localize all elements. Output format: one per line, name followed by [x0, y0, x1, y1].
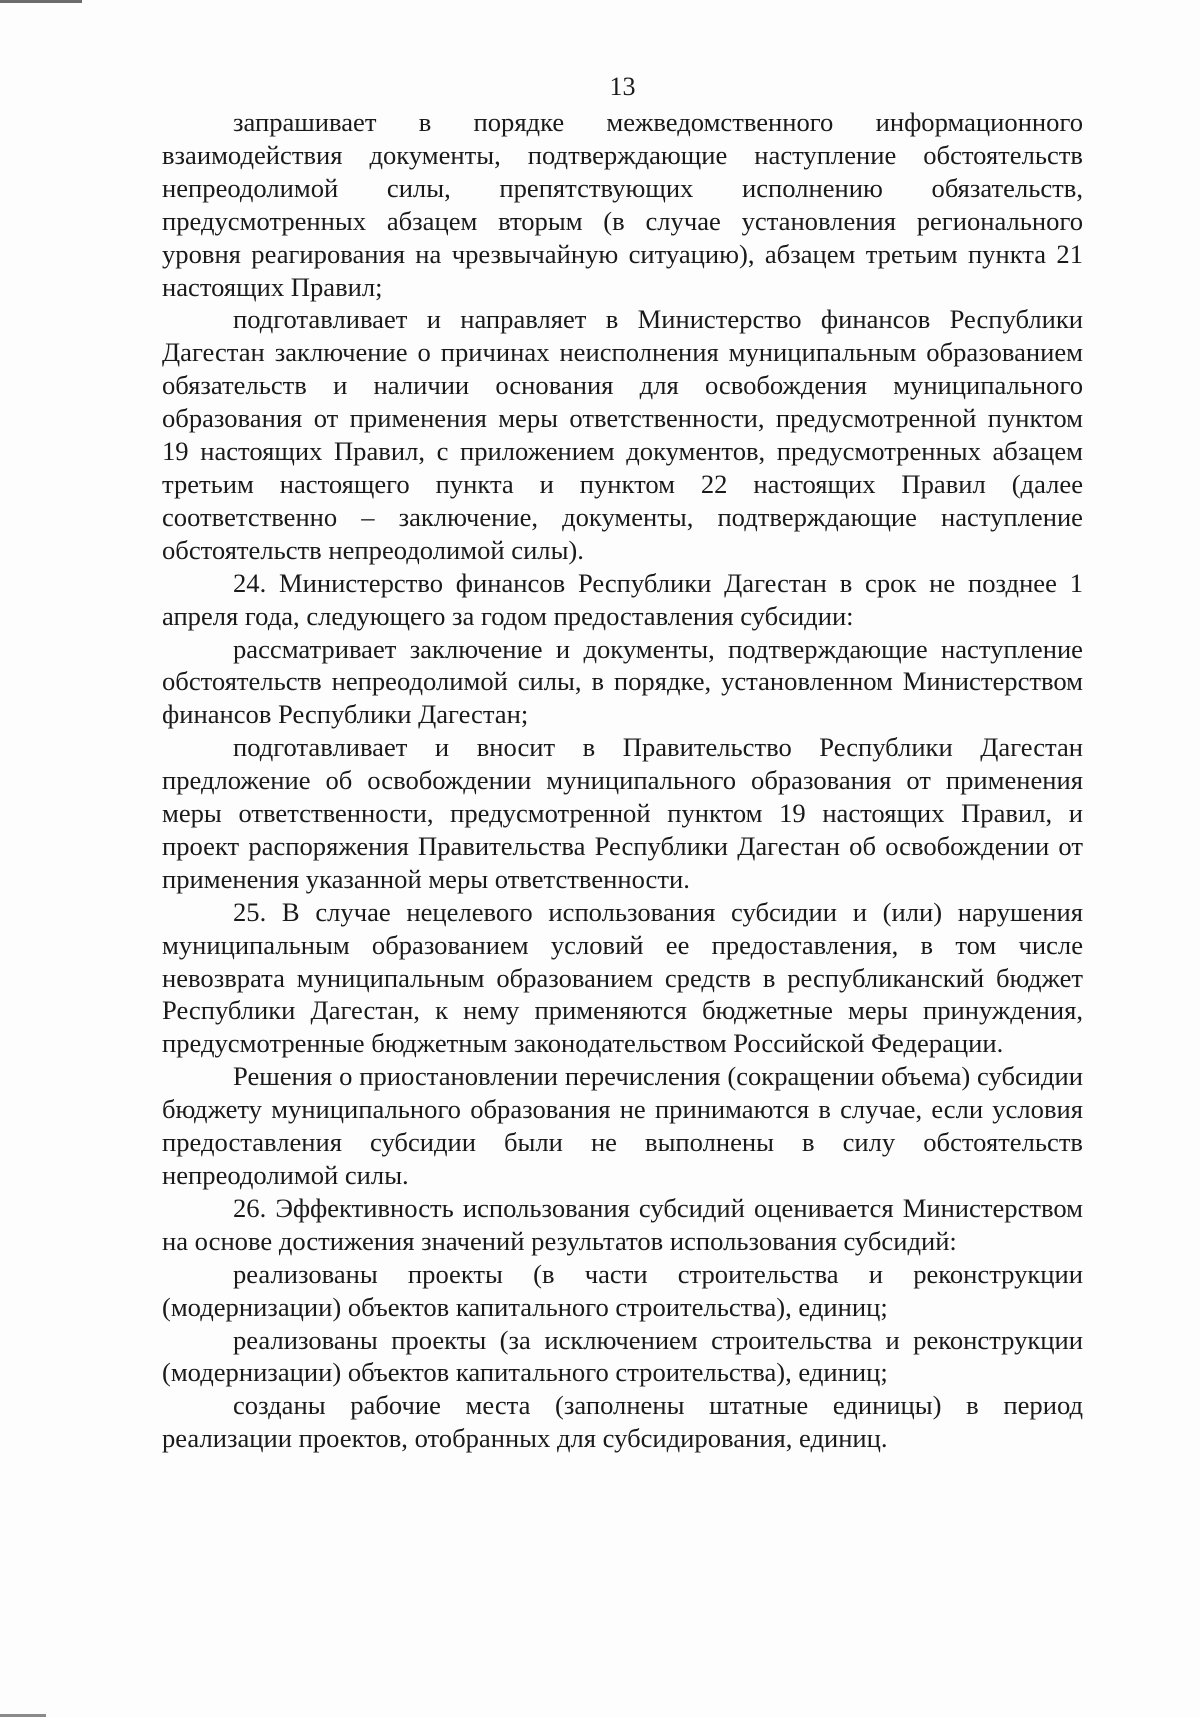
paragraph-result-jobs: созданы рабочие места (заполнены штатные единицы) в период реализации проектов, отобранных для субсидирования, единиц. — [162, 1390, 1083, 1454]
paragraph-request-documents: запрашивает в порядке межведомственного информационного взаимодействия документы, подтверждающие наступление обстоятельств непреодолимой силы, препятствующих исполнению обязательств, предусмотренных абзацем вторым (в случае установления регионального уровня реагирования на чрезвычайную ситуацию), абзацем третьим пункта 21 настоящих Правил; — [162, 107, 1083, 302]
scan-edge-top — [0, 0, 82, 3]
paragraph-result-construction: реализованы проекты (в части строительства и реконструкции (модернизации) объектов капитального строительства), единиц; — [162, 1258, 1083, 1322]
paragraph-item-26: 26. Эффективность использования субсидий оценивается Министерством на основе достижения значений результатов использования субсидий: — [162, 1192, 1083, 1256]
paragraph-item-24: 24. Министерство финансов Республики Дагестан в срок не позднее 1 апреля года, следующего за годом предоставления субсидии: — [162, 567, 1083, 631]
paragraph-suspension-decisions: Решения о приостановлении перечисления (сокращении объема) субсидии бюджету муниципального образования не принимаются в случае, если условия предоставления субсидии были не выполнены в силу обстоятельств непреодолимой силы. — [162, 1061, 1083, 1190]
document-body — [162, 106, 1083, 1455]
paragraph-item-25: 25. В случае нецелевого использования субсидии и (или) нарушения муниципальным образованием условий ее предоставления, в том числе невозврата муниципальным образованием средств в республиканский бюджет Республики Дагестан, к нему применяются бюджетные меры принуждения, предусмотренные бюджетным законодательством Российской Федерации. — [162, 896, 1083, 1059]
paragraph-submit-proposal: подготавливает и вносит в Правительство Республики Дагестан предложение об освобождении муниципального образования от применения меры ответственности, предусмотренной пунктом 19 настоящих Правил, и проект распоряжения Правительства Республики Дагестан об освобождении от применения указанной меры ответственности. — [162, 732, 1083, 894]
paragraph-result-other-projects: реализованы проекты (за исключением строительства и реконструкции (модернизации) объектов капитального строительства), единиц; — [162, 1324, 1083, 1388]
paragraph-prepare-conclusion: подготавливает и направляет в Министерство финансов Республики Дагестан заключение о причинах неисполнения муниципальным образованием обязательств и наличии основания для освобождения муниципального образования от применения меры ответственности, предусмотренной пунктом 19 настоящих Правил, с приложением документов, предусмотренных абзацем третьим настоящего пункта и пунктом 22 настоящих Правил (далее соответственно – заключение, документы, подтверждающие наступление обстоятельств непреодолимой силы). — [162, 304, 1083, 565]
paragraph-review-conclusion: рассматривает заключение и документы, подтверждающие наступление обстоятельств непреодолимой силы, в порядке, установленном Министерством финансов Республики Дагестан; — [162, 633, 1083, 730]
page-number: 13 — [609, 72, 636, 101]
